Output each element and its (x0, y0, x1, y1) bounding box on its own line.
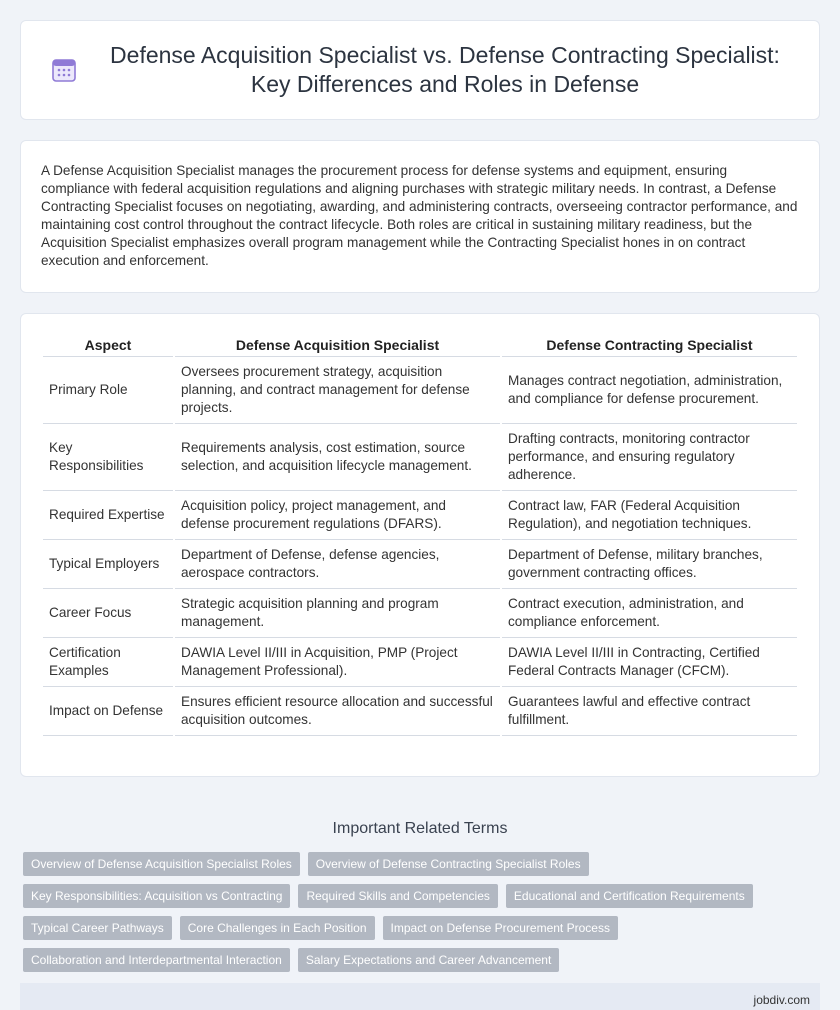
table-header-row (43, 334, 797, 357)
cell-aspect: Impact on Defense (43, 687, 173, 736)
header-acquisition: Defense Acquisition Specialist (175, 334, 500, 357)
related-tag[interactable]: Overview of Defense Acquisition Specialist Roles (23, 852, 300, 876)
header-contracting: Defense Contracting Specialist (502, 334, 797, 357)
related-tag[interactable]: Educational and Certification Requirements (506, 884, 753, 908)
comparison-table-card (20, 313, 820, 777)
table-row (43, 638, 797, 687)
cell-acquisition: Requirements analysis, cost estimation, source selection, and acquisition lifecycle management. (175, 424, 500, 491)
related-terms-title: Important Related Terms (332, 820, 508, 837)
cell-acquisition: DAWIA Level II/III in Acquisition, PMP (Project Management Professional). (175, 638, 500, 687)
related-tag[interactable]: Collaboration and Interdepartmental Interaction (23, 948, 290, 972)
table-row (43, 687, 797, 736)
cell-contracting: Department of Defense, military branches, government contracting offices. (502, 540, 797, 589)
cell-acquisition: Strategic acquisition planning and program management. (175, 589, 500, 638)
cell-aspect: Key Responsibilities (43, 424, 173, 491)
related-terms-tags (20, 852, 820, 972)
table-row (43, 540, 797, 589)
page-title: Defense Acquisition Specialist vs. Defense Contracting Specialist: Key Differences and Roles in Defense (110, 42, 780, 97)
footer-site-link[interactable]: jobdiv.com (753, 992, 810, 1007)
cell-aspect: Primary Role (43, 357, 173, 424)
cell-acquisition: Oversees procurement strategy, acquisition planning, and contract management for defense projects. (175, 357, 500, 424)
cell-contracting: DAWIA Level II/III in Contracting, Certified Federal Contracts Manager (CFCM). (502, 638, 797, 687)
cell-aspect: Required Expertise (43, 491, 173, 540)
header-aspect: Aspect (43, 334, 173, 357)
cell-aspect: Career Focus (43, 589, 173, 638)
related-tag[interactable]: Required Skills and Competencies (298, 884, 497, 908)
intro-card (20, 140, 820, 293)
related-tag[interactable]: Key Responsibilities: Acquisition vs Contracting (23, 884, 290, 908)
tag-row (23, 884, 817, 908)
cell-aspect: Typical Employers (43, 540, 173, 589)
related-tag[interactable]: Salary Expectations and Career Advancement (298, 948, 559, 972)
tag-row (23, 948, 817, 972)
tag-row (23, 916, 817, 940)
cell-acquisition: Ensures efficient resource allocation and successful acquisition outcomes. (175, 687, 500, 736)
cell-contracting: Manages contract negotiation, administration, and compliance for defense procurement. (502, 357, 797, 424)
cell-acquisition: Department of Defense, defense agencies, aerospace contractors. (175, 540, 500, 589)
comparison-table (41, 334, 799, 736)
table-row (43, 589, 797, 638)
table-row (43, 424, 797, 491)
intro-paragraph: A Defense Acquisition Specialist manages the procurement process for defense systems and equipment, ensuring compliance with federal acquisition regulations and aligning purchases with strategic military needs. In contrast, a Defense Contracting Specialist focuses on negotiating, awarding, and administering contracts, overseeing contractor performance, and maintaining cost control throughout the contract lifecycle. Both roles are critical in sustaining military readiness, but the Acquisition Specialist emphasizes overall program management while the Contracting Specialist hones in on contract execution and enforcement. (41, 163, 798, 268)
table-row (43, 491, 797, 540)
cell-aspect: Certification Examples (43, 638, 173, 687)
tag-row (23, 852, 817, 876)
related-tag[interactable]: Impact on Defense Procurement Process (383, 916, 618, 940)
cell-contracting: Drafting contracts, monitoring contractor performance, and ensuring regulatory adherence. (502, 424, 797, 491)
cell-contracting: Contract law, FAR (Federal Acquisition Regulation), and negotiation techniques. (502, 491, 797, 540)
related-tag[interactable]: Overview of Defense Contracting Specialist Roles (308, 852, 589, 876)
footer (20, 983, 820, 1010)
related-tag[interactable]: Core Challenges in Each Position (180, 916, 375, 940)
header-card (20, 20, 820, 120)
table-row (43, 357, 797, 424)
cell-acquisition: Acquisition policy, project management, and defense procurement regulations (DFARS). (175, 491, 500, 540)
related-tag[interactable]: Typical Career Pathways (23, 916, 172, 940)
calendar-icon (51, 57, 77, 83)
cell-contracting: Guarantees lawful and effective contract fulfillment. (502, 687, 797, 736)
cell-contracting: Contract execution, administration, and compliance enforcement. (502, 589, 797, 638)
